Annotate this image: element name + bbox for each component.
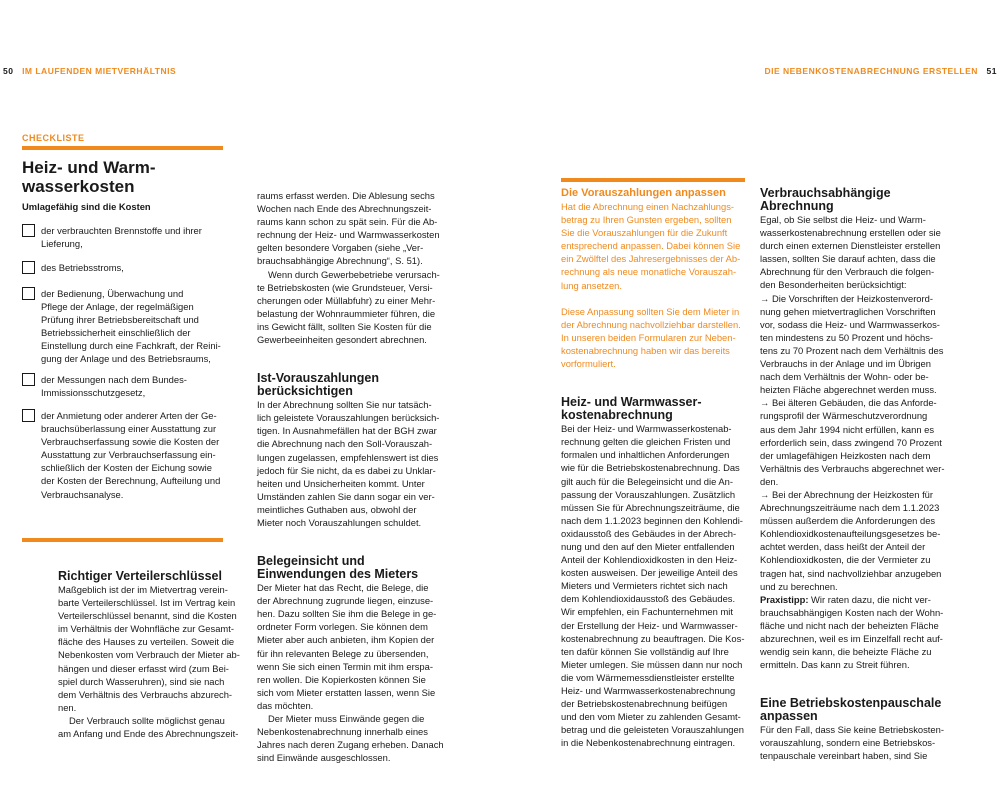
infobox-top-rule xyxy=(561,178,745,182)
text-line: der Kosten der Berechnung, Aufteilung und xyxy=(41,475,221,487)
text-line: hen. Dazu sollten Sie ihm die Belege in ge- xyxy=(257,608,437,620)
text-line: lungen zugelassen, empfehlenswert ist dies xyxy=(257,451,439,463)
column-2 xyxy=(257,189,447,764)
text-line: Wochen nach Ende des Abrechnungszeit- xyxy=(257,203,432,215)
text-line: müssen Sie für Abrechnungszeiträume, die xyxy=(561,501,740,513)
text-line: oxidausstoß des Gebäudes in der Abrech- xyxy=(561,527,737,539)
text-line: Jahres nach deren Zugang erheben. Danach xyxy=(257,739,444,751)
text-line: ten mindestens zu 50 Prozent und höchs- xyxy=(760,331,934,343)
text-line: die Abrechnung nach den Soll-Vorauszah- xyxy=(257,438,433,450)
text-line: Verbrauchs in der Anlage und im Übrigen xyxy=(760,358,931,370)
text-line: Betriebssicherheit einschließlich der xyxy=(41,327,191,339)
text-line: den Besonderheiten berücksichtigt: xyxy=(760,279,907,291)
text-line: für ihn relevanten Belege zu übersenden, xyxy=(257,647,429,659)
text-line: Verbrauchsanalyse. xyxy=(41,488,124,500)
checklist-title xyxy=(22,158,155,196)
left-page-number: 50 xyxy=(3,66,14,76)
text-line: brauchsabhängigen Kosten nach der Wohn- xyxy=(760,606,944,618)
text-line: Kohlendioxidkosten, die der Vermieter zu xyxy=(760,554,931,566)
text-line: müssen außerdem die Anforderungen des xyxy=(760,515,936,527)
text-line: in die Nebenkostenabrechnung eintragen. xyxy=(561,737,736,749)
checklist-item-text xyxy=(41,224,227,250)
text-line: nung gehen mietvertraglichen Vorschriften xyxy=(760,305,936,317)
left-running-title: IM LAUFENDEN MIETVERHÄLTNIS xyxy=(22,66,177,76)
left-page-header xyxy=(3,66,176,76)
text-line: rungsprofil der Wärmeschutzverordnung xyxy=(760,410,928,422)
text-line: Abrechnung für den Verbrauch die folgen- xyxy=(760,266,935,278)
checklist-item xyxy=(22,409,227,501)
text-line: Anteil der Kohlendioxidkosten in den Heiz- xyxy=(561,554,738,566)
practice-tip xyxy=(760,593,950,606)
checklist-item-text xyxy=(41,409,227,501)
text-line: kostenabrechnung haben wir das bereits xyxy=(561,344,730,356)
text-line: Der Verbrauch sollte möglichst genau xyxy=(69,714,225,726)
text-line: heiten und Unsicherheiten kommt. Unter xyxy=(257,477,425,489)
text-line: hängen und dieser erfasst wird (zum Bei- xyxy=(58,662,229,674)
text-line: Mieter aber auch anbieten, ihm Kopien der xyxy=(257,634,435,646)
checklist-item xyxy=(22,224,227,250)
checklist-item xyxy=(22,261,227,274)
text-line: tigen. In Ausnahmefällen hat der BGH zwar xyxy=(257,425,437,437)
text-line: betrag und die geleisteten Vorauszahlungen xyxy=(561,724,744,736)
text-line: → Die Vorschriften der Heizkostenverord- xyxy=(760,292,933,304)
text-line: vorformuliert. xyxy=(561,358,616,370)
text-line: Wir empfehlen, ein Fachunternehmen mit xyxy=(561,606,733,618)
infobox-heading: Die Vorauszahlungen anpassen xyxy=(561,187,726,199)
section-heading: Richtiger Verteilerschlüssel xyxy=(58,569,222,583)
text-line: dem Kohlendioxidausstoß des Gebäudes. xyxy=(561,593,736,605)
text-line: tenpauschale vereinbart haben, sind Sie xyxy=(760,750,928,762)
bullet-item xyxy=(760,396,950,488)
text-line: te Betriebskosten (wie Grundsteuer, Versi- xyxy=(257,281,433,293)
checkbox[interactable] xyxy=(22,373,35,386)
checklist-item-text xyxy=(41,373,227,399)
text-line: wasserkosten xyxy=(22,177,135,196)
text-line: des Betriebsstroms, xyxy=(41,262,124,273)
checkbox[interactable] xyxy=(22,287,35,300)
text-line: achtet werden, dass heißt der Anteil der xyxy=(760,541,926,553)
text-line: fläche und nicht nach der beheizten Fläche xyxy=(760,619,939,631)
text-line: nach dem Verhältnis der Wohn- oder be- xyxy=(760,371,929,383)
text-line: ten dafür können Sie vollständig auf Ihre xyxy=(561,645,729,657)
text-line: Der Mieter hat das Recht, die Belege, die xyxy=(257,582,429,594)
text-line: Hat die Abrechnung einen Nachzahlungs- xyxy=(561,201,735,212)
checklist-bottom-rule xyxy=(22,538,223,542)
text-line: Immissionsschutzgesetz, xyxy=(41,387,146,399)
text-line: wie für die Betriebskostenabrechnung. Das xyxy=(561,462,740,474)
text-line: cherungen oder Müllabfuhr) zu einer Mehr- xyxy=(257,294,436,306)
text-line: wasserkostenabrechnung erstellen oder sie xyxy=(760,227,941,239)
text-line: Der Mieter muss Einwände gegen die xyxy=(268,713,425,724)
text-line: Heiz- und Warmwasserkostenabrechnung xyxy=(561,685,736,696)
text-line: rechnung als neue monatliche Vorauszah- xyxy=(561,266,737,278)
verteilerschluessel-section xyxy=(58,570,248,740)
text-line: ins Gewicht fällt, sollten Sie Kosten für die xyxy=(257,320,432,332)
text-line: und den vom Mieter zu zahlenden Gesamt- xyxy=(561,711,741,723)
text-line: den. xyxy=(760,475,779,487)
text-line: der Anmietung oder anderer Arten der Ge- xyxy=(41,410,217,421)
text-line: schließlich der Kosten der Eichung sowie xyxy=(41,462,212,474)
checklist-item xyxy=(22,287,227,366)
text-line: jedoch für Sie nicht, da es dabei zu Unklar- xyxy=(257,464,436,476)
text-line: entsprechend anpassen. Dabei können Sie xyxy=(561,240,741,252)
text-line: Umständen zahlen Sie dann sogar ein ver- xyxy=(257,490,435,502)
column-4 xyxy=(760,187,950,763)
text-line: Mieters und Vermieters richtet sich nach xyxy=(561,580,728,592)
text-line: lassen, sollten Sie darauf achten, dass die xyxy=(760,253,936,265)
text-line: rechnung der Heiz- und Warmwasserkosten xyxy=(257,229,440,241)
text-line: das möchten. xyxy=(257,699,314,711)
text-line: Verbrauchserfassung sowie die Kosten der xyxy=(41,436,220,448)
text-line: Heiz- und Warm- xyxy=(22,158,156,177)
right-page-header xyxy=(764,66,997,76)
text-line: ein Zwölftel des Jahresergebnisses der Ab- xyxy=(561,253,741,265)
text-line: vorauszahlung, sondern eine Betriebskos- xyxy=(760,737,936,749)
section-heading: Heiz- und Warmwasser- xyxy=(561,395,702,410)
text-line: fläche des Hauses zu verteilen. Soweit die xyxy=(58,636,235,648)
text-line: tens zu 70 Prozent nach dem Verhältnis des xyxy=(760,344,944,356)
text-line: wenn Sie sich einen Termin mit ihm erspa- xyxy=(257,660,433,672)
text-line: Nebenkosten vom Verbrauch der Mieter ab- xyxy=(58,649,240,661)
text-line: passung der Vorauszahlungen. Zusätzlich xyxy=(561,488,736,500)
text-line: Bei der Heiz- und Warmwasserkostenab- xyxy=(561,423,732,435)
text-line: → Bei älteren Gebäuden, die das Anforde- xyxy=(760,397,937,409)
text-line: Sie die Vorauszahlungen für die Zukunft xyxy=(561,227,728,239)
text-line: spiel durch Wasseruhren), sind sie nach xyxy=(58,675,225,687)
text-line: der Erstellung der Heiz- und Warmwasser- xyxy=(561,619,738,631)
section-heading: Belegeinsicht und xyxy=(257,554,365,569)
text-line: aus dem Jahr 1994 nicht erfüllen, kann es xyxy=(760,423,935,435)
text-line: Diese Anpassung sollten Sie dem Mieter in xyxy=(561,305,740,317)
text-line: Prüfung ihrer Betriebsbereitschaft und xyxy=(41,314,199,326)
checkbox[interactable] xyxy=(22,224,35,237)
text-line: heizten Fläche abgerechnet werden muss. xyxy=(760,384,937,396)
right-running-title: DIE NEBENKOSTENABRECHNUNG ERSTELLEN xyxy=(764,66,978,76)
text-line: nen. xyxy=(58,701,77,713)
text-line: In der Abrechnung sollten Sie nur tatsäch- xyxy=(257,399,432,411)
section-heading: kostenabrechnung xyxy=(561,408,673,423)
text-line: formalen und inhaltlichen Anforderungen xyxy=(561,449,730,461)
checkbox[interactable] xyxy=(22,409,35,422)
text-line: und zu berechnen. xyxy=(760,580,838,592)
text-line: kostenabrechnung zu beauftragen. Die Kos- xyxy=(561,632,745,644)
text-line: der verbrauchten Brennstoffe und ihrer xyxy=(41,225,202,236)
text-line: sind Einwände ausgeschlossen. xyxy=(257,752,391,764)
section-heading: Ist-Vorauszahlungen xyxy=(257,371,380,386)
text-line: der Abrechnung zugrunde liegen, einzuse- xyxy=(257,595,434,607)
text-line: nung und den auf den Mieter entfallenden xyxy=(561,540,735,552)
text-line: Verteilerschlüssel benannt, sind die Kosten xyxy=(58,610,237,622)
text-line: der umlagefähigen Heizkosten nach dem xyxy=(760,449,931,461)
bullet-item xyxy=(760,292,950,397)
text-line: In unseren beiden Formularen zur Neben- xyxy=(561,331,736,343)
text-line: sich vom Mieter erstatten lassen, wenn Sie xyxy=(257,686,436,698)
text-line: die vom Wärmemessdienstleister erstellte xyxy=(561,671,735,683)
text-line: gelten besondere Vorgaben (siehe „Ver- xyxy=(257,242,424,254)
text-line: lung ansetzen. xyxy=(561,279,622,291)
text-line: raums erfasst werden. Die Ablesung sechs xyxy=(257,190,435,201)
text-line: ren wollen. Die Kopierkosten können Sie xyxy=(257,673,426,685)
section-heading: Abrechnung xyxy=(760,199,834,213)
practice-tip-label: Praxistipp: xyxy=(760,593,809,605)
text-line: abzurechnen, weil es im Einzelfall recht auf- xyxy=(760,633,943,644)
text-line: dem Verhältnis des Verbrauchs abzurech- xyxy=(58,688,233,700)
text-line: im Verhältnis der Wohnfläche zur Gesamt- xyxy=(58,623,234,635)
text-line: → Bei der Abrechnung der Heizkosten für xyxy=(760,488,934,500)
text-line: kosten ausweisen. Der jeweilige Anteil des xyxy=(561,567,738,579)
section-heading: Verbrauchsabhängige xyxy=(760,186,891,200)
section-heading: anpassen xyxy=(760,709,818,724)
section-heading: Eine Betriebskostenpauschale xyxy=(760,696,942,711)
text-line: erforderlich sein, dass zwingend 70 Prozent xyxy=(760,436,942,448)
text-line: Lieferung, xyxy=(41,238,83,250)
section-heading: Einwendungen des Mieters xyxy=(257,567,419,582)
column-3 xyxy=(561,187,751,749)
text-line: vor, sodass die Heiz- und Warmwasserkos- xyxy=(760,318,940,330)
text-line: Für den Fall, dass Sie keine Betriebskosten- xyxy=(760,724,944,736)
text-line: barte Verteilerschlüssel. Ist im Vertrag kein xyxy=(58,597,236,609)
checklist-item-text xyxy=(41,287,227,366)
checklist-item xyxy=(22,373,227,399)
text-line: Gewerbeeinheiten gesondert abrechnen. xyxy=(257,334,427,346)
text-line: wendig sein kann, die beheizte Fläche zu xyxy=(760,646,932,658)
text-line: brauchsüberlassung einer Ausstattung zur xyxy=(41,423,217,435)
text-line: Mieter umlegen. Sie müssen dann nur noch xyxy=(561,658,743,670)
text-line: betrag zu Ihren Gunsten ergeben, sollten xyxy=(561,214,732,226)
checklist-label: CHECKLISTE xyxy=(22,133,85,143)
right-page-number: 51 xyxy=(986,66,997,76)
text-line: Wenn durch Gewerbebetriebe verursach- xyxy=(268,268,440,280)
text-line: der Betriebskostenabrechnung beifügen xyxy=(561,698,728,710)
text-line: tragen hat, sind nachvollziehbar anzugeben xyxy=(760,567,942,579)
text-span: Wir raten dazu, die nicht ver- xyxy=(808,593,931,605)
infobox xyxy=(561,187,751,370)
text-line: am Anfang und Ende des Abrechnungszeit- xyxy=(58,728,239,740)
text-line: brauchsabhängige Abrechnung“, S. 51). xyxy=(257,255,423,267)
text-line: Egal, ob Sie selbst die Heiz- und Warm- xyxy=(760,214,926,225)
text-line: durch einen externen Dienstleister erstellen xyxy=(760,240,941,252)
text-line: ermitteln. Das kann zu Streit führen. xyxy=(760,659,910,671)
checkbox[interactable] xyxy=(22,261,35,274)
text-line: belastung der Wohnraummieter führen, die xyxy=(257,307,436,319)
text-line: ordneter Form vorlegen. Sie können dem xyxy=(257,621,428,633)
text-line: Einstellung durch eine Fachkraft, der Reini- xyxy=(41,340,221,352)
text-line: nach dem 1.1.2023 beginnen den Kohlendi- xyxy=(561,514,743,526)
text-line: Pflege der Anlage, der regelmäßigen xyxy=(41,301,194,313)
text-line: raums kann schon zu spät sein. Für die Ab- xyxy=(257,216,438,228)
text-line: Abrechnungszeiträume nach dem 1.1.2023 xyxy=(760,502,940,514)
checklist-top-rule xyxy=(22,146,223,150)
text-line: meintliches Guthaben aus, obwohl der xyxy=(257,503,417,515)
checklist-item-text xyxy=(41,261,227,274)
text-line: Maßgeblich ist der im Mietvertrag verein- xyxy=(58,584,228,595)
checklist-intro: Umlagefähig sind die Kosten xyxy=(22,201,151,212)
text-line: Kohlendioxidkostenaufteilungsgesetzes be- xyxy=(760,528,941,540)
text-line: gung der Anlage und des Betriebsraums, xyxy=(41,353,211,365)
bullet-item xyxy=(760,488,950,593)
text-line: Verhältnis des Verbrauchs abgerechnet wer- xyxy=(760,462,945,474)
text-line: der Bedienung, Überwachung und xyxy=(41,288,184,299)
text-line: lich geleistete Vorauszahlungen berücksich- xyxy=(257,412,440,424)
text-line: rechnung gelten die gleichen Fristen und xyxy=(561,436,731,448)
text-line: Mieter noch Vorauszahlungen schuldet. xyxy=(257,516,422,528)
text-line: Ausstattung zur Verbrauchserfassung ein- xyxy=(41,449,216,461)
text-line: der Messungen nach dem Bundes- xyxy=(41,374,187,385)
text-line: Nebenkostenabrechnung innerhalb eines xyxy=(257,726,428,738)
text-line: der Abrechnung nachvollziehbar darstellen. xyxy=(561,318,741,330)
section-heading: berücksichtigen xyxy=(257,384,353,399)
text-line: gilt auch für die Belegeinsicht und die An- xyxy=(561,475,733,487)
